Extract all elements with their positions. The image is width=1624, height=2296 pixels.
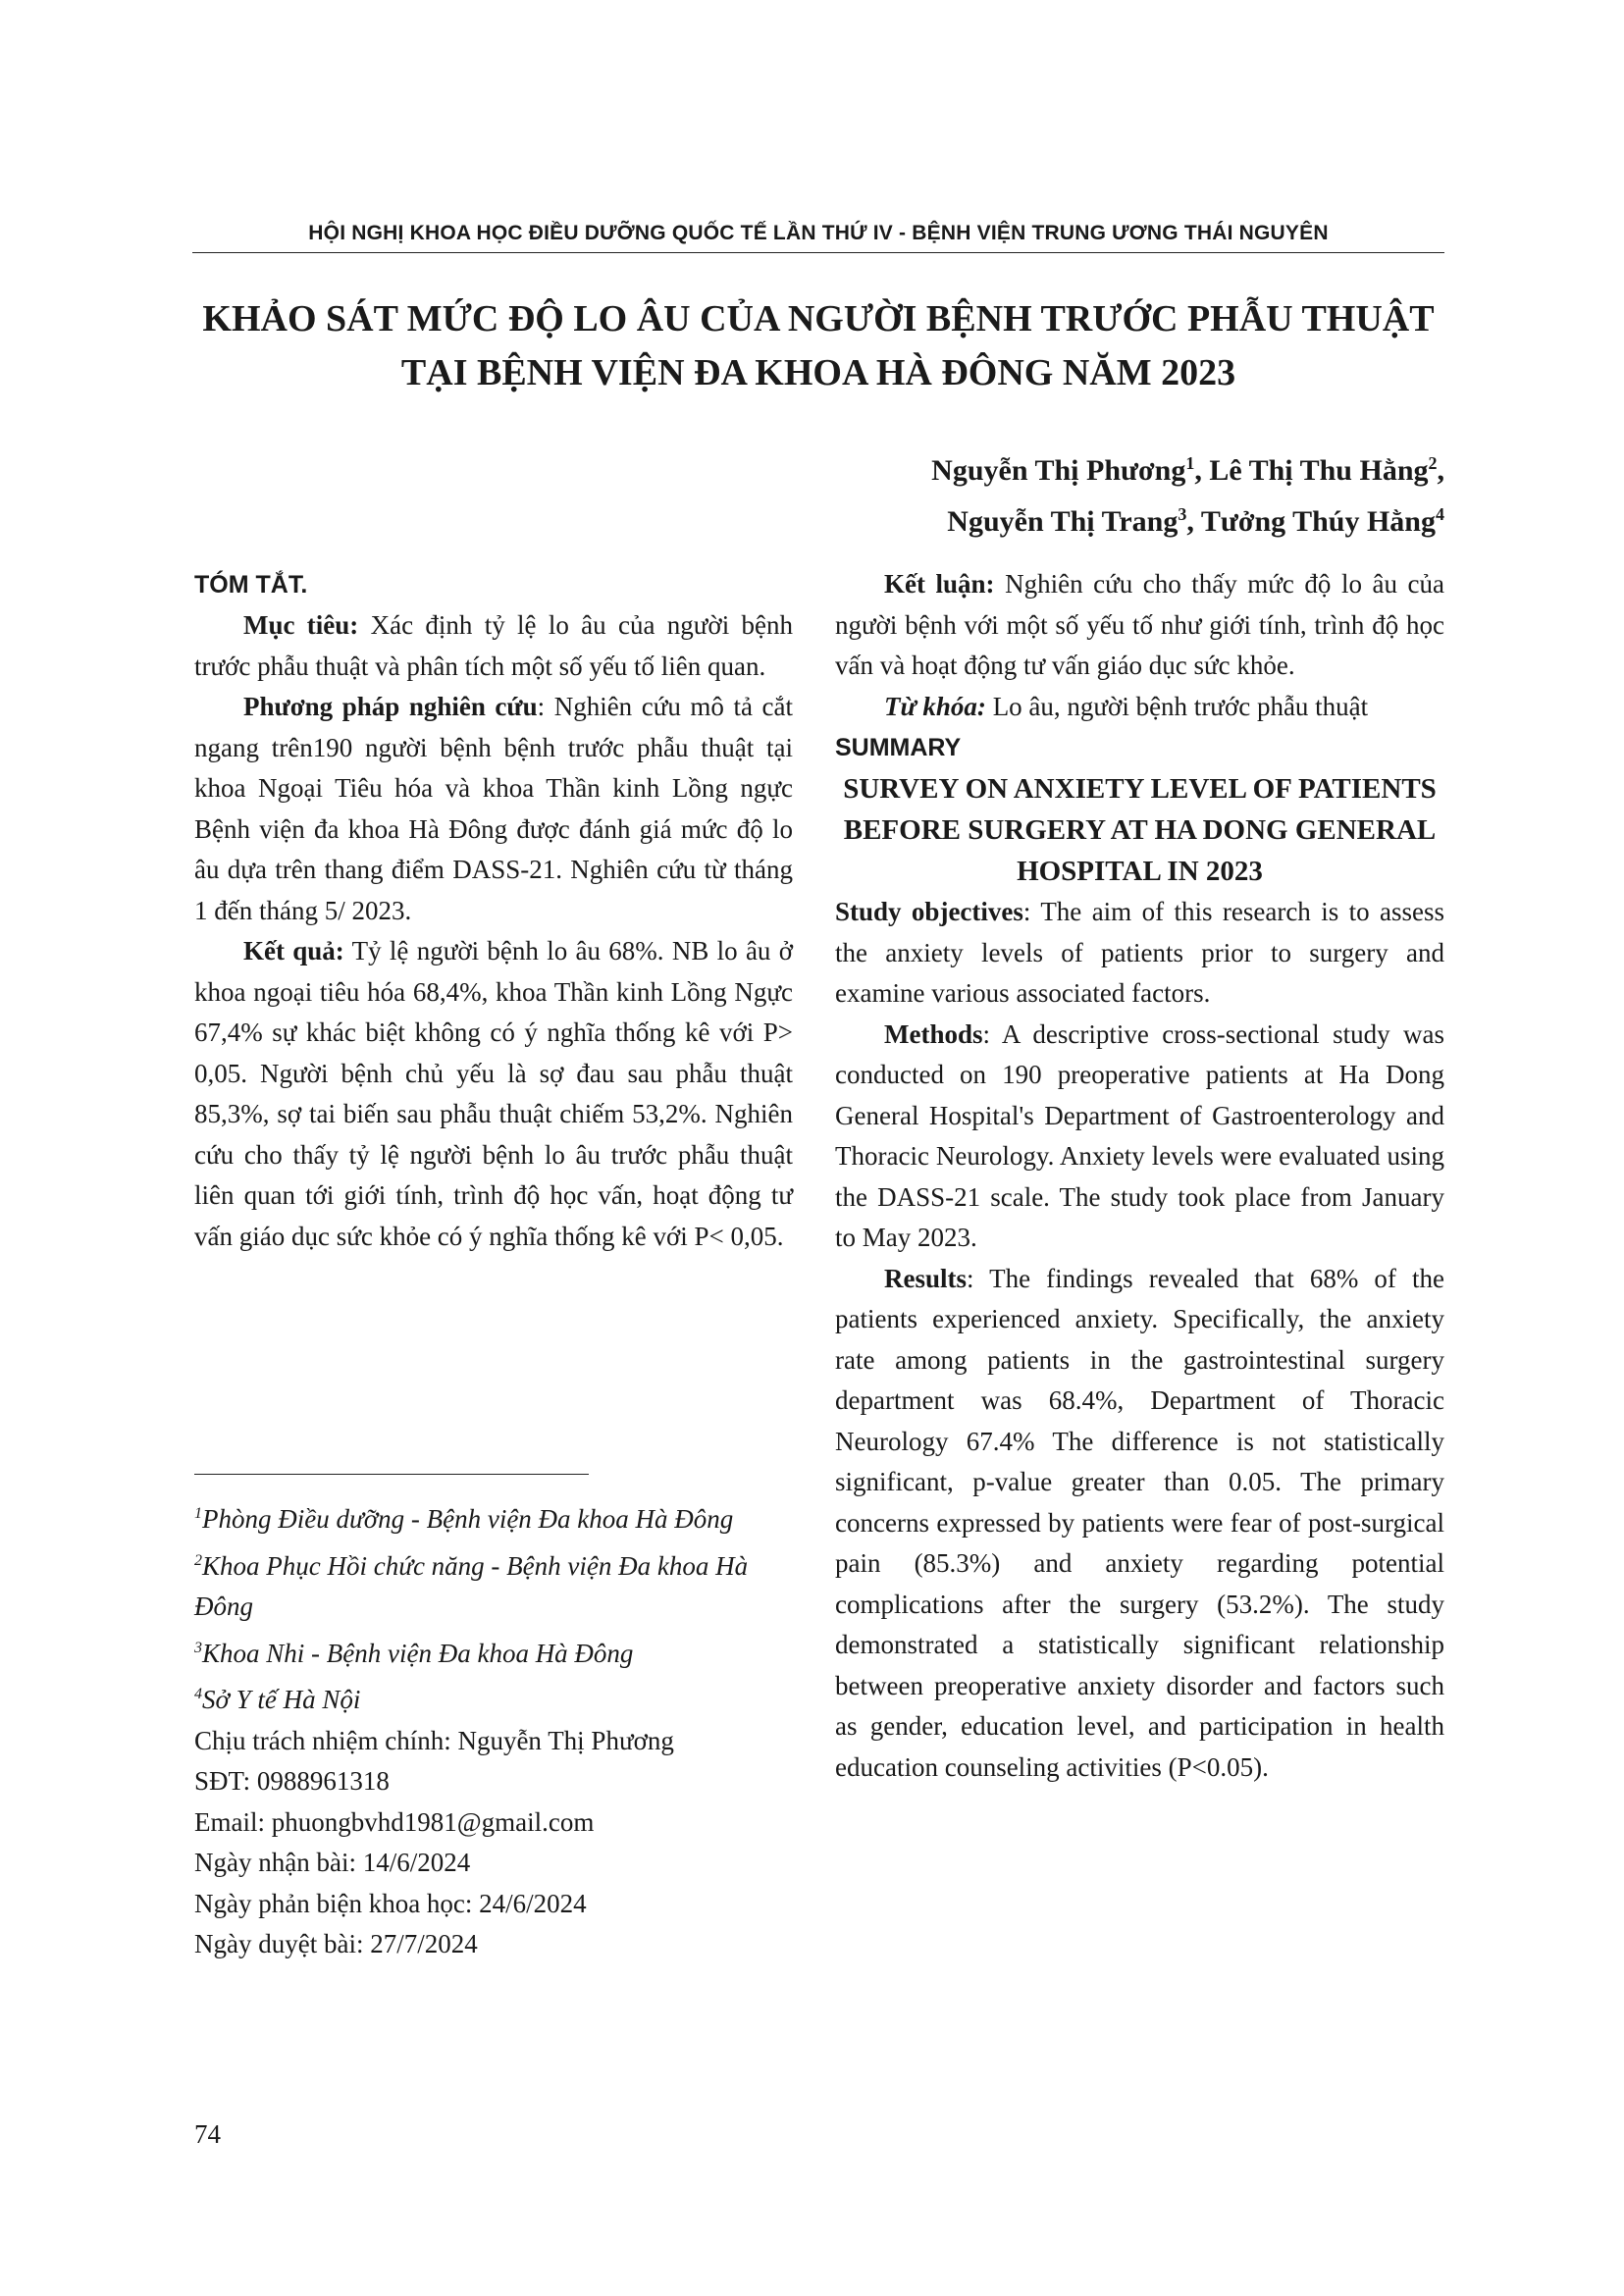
affiliation-mark: 1 — [1185, 453, 1195, 473]
author-list — [758, 442, 1444, 544]
paper-title — [192, 292, 1444, 400]
affiliation-mark: 3 — [1178, 504, 1187, 524]
affiliation-number: 3 — [194, 1639, 202, 1656]
received-date: Ngày nhận bài: 14/6/2024 — [194, 1848, 471, 1877]
affiliation-2 — [194, 1540, 793, 1628]
affiliation-mark: 2 — [1428, 453, 1438, 473]
affiliation-text: Sở Y tế Hà Nội — [202, 1685, 361, 1714]
results-text-en: : The findings revealed that 68% of the patients experienced anxiety. Specifically, the anxiety rate among patients in the gastrointestinal surgery department was 68.4%, Department of Thoracic Neurology 67.4% The difference is not statistically significant, p-value greater than 0.05. The primary concerns expressed by patients were fear of post-surgical pain (85.3%) and anxiety regarding potential complications after the surgery (53.2%). The study demonstrated a statistically significant relationship between preoperative anxiety disorder and factors such as gender, education level, and participation in health education counseling activities (P<0.05). — [835, 1263, 1444, 1782]
conclusion-text: Nghiên cứu cho thấy mức độ lo âu của người bệnh với một số yếu tố như giới tính, trình độ học vấn và hoạt động tư vấn giáo dục sức khỏe. — [835, 569, 1444, 680]
affiliation-3 — [194, 1628, 793, 1675]
affiliation-4 — [194, 1674, 793, 1721]
abstract-results — [194, 931, 793, 1257]
keywords-text: Lo âu, người bệnh trước phẫu thuật — [985, 691, 1369, 721]
abstract-heading: TÓM TẮT. — [194, 571, 308, 599]
conclusion-label: Kết luận: — [884, 569, 995, 599]
results-text: Tỷ lệ người bệnh lo âu 68%. NB lo âu ở khoa ngoại tiêu hóa 68,4%, khoa Thần kinh Lồng Ngực 67,4% sự khác biệt không có ý nghĩa thống kê với P> 0,05. Người bệnh chủ yếu là sợ đau sau phẫu thuật 85,3%, sợ tai biến sau phẫu thuật chiếm 53,2%. Nghiên cứu cho thấy tỷ lệ người bệnh lo âu trước phẫu thuật liên quan tới giới tính, trình độ học vấn, hoạt động tư vấn giáo dục sức khỏe có ý nghĩa thống kê với P< 0,05. — [194, 936, 794, 1251]
accepted-date: Ngày duyệt bài: 27/7/2024 — [194, 1929, 478, 1958]
results-label: Kết quả: — [243, 936, 344, 965]
footnotes — [194, 1493, 793, 1965]
methods-text: : Nghiên cứu mô tả cắt ngang trên190 người bệnh bệnh trước phẫu thuật tại khoa Ngoại Tiêu hóa và khoa Thần kinh Lồng ngực Bệnh viện đa khoa Hà Đông được đánh giá mức độ lo âu dựa trên thang điểm DASS-21. Nghiên cứu từ tháng 1 đến tháng 5/ 2023. — [194, 692, 793, 925]
footnote-rule — [194, 1474, 589, 1475]
author-name: Lê Thị Thu Hằng — [1209, 454, 1429, 487]
phone-number: SĐT: 0988961318 — [194, 1766, 390, 1796]
abstract-objective — [194, 605, 793, 687]
author-separator: , — [1194, 454, 1210, 487]
corresponding-author: Chịu trách nhiệm chính: Nguyễn Thị Phương — [194, 1725, 674, 1755]
right-column — [835, 564, 1444, 1788]
keywords-label: Từ khóa: — [884, 691, 986, 721]
abstract-keywords — [835, 687, 1444, 728]
abstract-methods — [194, 687, 793, 931]
email-address: Email: phuongbvhd1981@gmail.com — [194, 1806, 595, 1837]
study-objectives-text: : The aim of this research is to assess the anxiety levels of patients prior to surgery and examine various associated factors. — [835, 897, 1444, 1008]
paper-title-line-1: KHẢO SÁT MỨC ĐỘ LO ÂU CỦA NGƯỜI BỆNH TRƯỚC PHẪU THUẬT — [202, 298, 1435, 339]
author-name: Tưởng Thúy Hằng — [1200, 505, 1436, 538]
methods-text-en: : A descriptive cross-sectional study was conducted on 190 preoperative patients at Ha Dong General Hospital's Department of Gastroenterology and Thoracic Neurology. Anxiety levels were evaluated using the DASS-21 scale. The study took place from January to May 2023. — [835, 1018, 1444, 1252]
author-name: Nguyễn Thị Phương — [931, 454, 1186, 487]
objective-label: Mục tiêu: — [243, 610, 359, 640]
paper-title-line-2: TẠI BỆNH VIỆN ĐA KHOA HÀ ĐÔNG NĂM 2023 — [400, 352, 1236, 393]
header-rule — [192, 252, 1444, 253]
affiliation-number: 2 — [194, 1551, 202, 1569]
running-header: HỘI NGHỊ KHOA HỌC ĐIỀU DƯỠNG QUỐC TẾ LẦN THỨ IV - BỆNH VIỆN TRUNG ƯƠNG THÁI NGUYÊN — [308, 222, 1329, 244]
affiliation-text: Phòng Điều dưỡng - Bệnh viện Đa khoa Hà Đông — [202, 1504, 734, 1534]
affiliation-mark: 4 — [1436, 504, 1444, 524]
summary-methods — [835, 1015, 1444, 1259]
affiliation-number: 4 — [194, 1686, 202, 1702]
methods-label-en: Methods — [884, 1018, 983, 1049]
objective-text: Xác định tỷ lệ lo âu của người bệnh trước phẫu thuật và phân tích một số yếu tố liên quan. — [194, 610, 793, 681]
results-label-en: Results — [884, 1263, 968, 1293]
author-line-2 — [758, 493, 1444, 544]
methods-label: Phương pháp nghiên cứu — [243, 692, 538, 721]
affiliation-text: Khoa Phục Hồi chức năng - Bệnh viện Đa khoa Hà Đông — [194, 1550, 749, 1621]
review-date: Ngày phản biện khoa học: 24/6/2024 — [194, 1888, 587, 1918]
affiliation-number: 1 — [194, 1505, 202, 1522]
author-name: Nguyễn Thị Trang — [947, 505, 1179, 538]
abstract-vi-column — [194, 564, 793, 1257]
study-objectives-label: Study objectives — [835, 897, 1023, 926]
abstract-conclusion — [835, 564, 1444, 687]
summary-title: SURVEY ON ANXIETY LEVEL OF PATIENTS BEFORE SURGERY AT HA DONG GENERAL HOSPITAL IN 2023 — [843, 773, 1437, 887]
affiliation-1 — [194, 1493, 793, 1540]
affiliation-text: Khoa Nhi - Bệnh viện Đa khoa Hà Đông — [202, 1638, 634, 1668]
author-line-1 — [758, 442, 1444, 493]
summary-objectives — [835, 892, 1444, 1015]
author-separator: , — [1186, 505, 1201, 538]
page-number: 74 — [194, 2119, 221, 2149]
summary-heading: SUMMARY — [835, 734, 962, 761]
summary-results — [835, 1259, 1444, 1789]
author-separator: , — [1437, 454, 1444, 487]
